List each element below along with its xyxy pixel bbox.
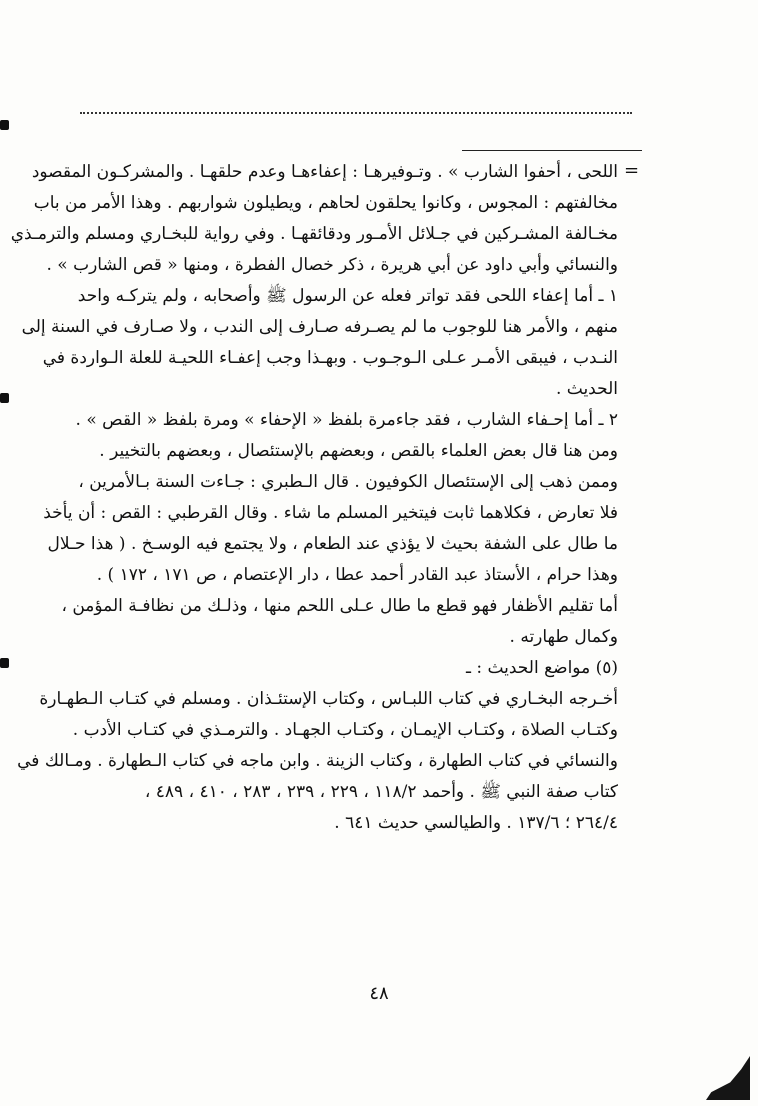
text-line: والنسائي في كتاب الطهارة ، وكتاب الزينة . وابن ماجه في كتاب الـطهارة . ومـالك في [17, 751, 618, 771]
text-line: مخـالفة المشـركين في جـلائل الأمـور ودقائقهـا . وفي رواية للبخـاري ومسلم والترمـذي [10, 224, 618, 244]
continuation-mark: = [624, 160, 640, 181]
text-line: ٢ ـ أما إحـفاء الشارب ، فقد جاءمرة بلفظ « الإحفاء » ومرة بلفظ « القص » . [75, 410, 618, 430]
footnote-separator-rule [462, 150, 642, 151]
text-line: ما طال على الشفة بحيث لا يؤذي عند الطعام ، ولا يجتمع فيه الوسـخ . ( هذا حـلال [47, 534, 618, 554]
scan-margin-mark [0, 120, 9, 130]
scan-margin-mark [0, 393, 9, 403]
text-line: ١ ـ أما إعفاء اللحى فقد تواتر فعله عن الرسول ﷺ وأصحابه ، ولم يتركـه واحد [77, 286, 618, 306]
footnote-text [10, 157, 618, 839]
text-line: منهم ، والأمر هنا للوجوب ما لم يصـرفه صـارف إلى الندب ، ولا صـارف في السنة إلى [21, 317, 618, 337]
text-line: (٥) مواضع الحديث : ـ [465, 658, 618, 678]
text-line: ومن هنا قال بعض العلماء بالقص ، وبعضهم بالإستئصال ، وبعضهم بالتخيير . [99, 441, 618, 461]
text-line: ٢٦٤/٤ ؛ ١٣٧/٦ . والطيالسي حديث ٦٤١ . [334, 813, 618, 833]
text-line: وهذا حرام ، الأستاذ عبد القادر أحمد عطا ، دار الإعتصام ، ص ١٧١ ، ١٧٢ ) . [96, 565, 618, 585]
text-line: فلا تعارض ، فكلاهما ثابت فيتخير المسلم ما شاء . وقال القرطبي : القص : أن يأخذ [43, 503, 618, 523]
text-line: وكتـاب الصلاة ، وكتـاب الإيمـان ، وكتـاب الجهـاد . والترمـذي في كتـاب الأدب . [72, 720, 618, 740]
text-line: اللحى ، أحفوا الشارب » . وتـوفيرهـا : إعفاءهـا وعدم حلقهـا . والمشركـون المقصود [31, 162, 618, 182]
text-line: والنسائي وأبي داود عن أبي هريرة ، ذكر خصال الفطرة ، ومنها « قص الشارب » . [46, 255, 618, 275]
text-line: أخـرجه البخـاري في كتاب اللبـاس ، وكتاب الإستئـذان . ومسلم في كتـاب الـطهـارة [39, 689, 618, 709]
text-line: كتاب صفة النبي ﷺ . وأحمد ١١٨/٢ ، ٢٢٩ ، ٢٣٩ ، ٢٨٣ ، ٤١٠ ، ٤٨٩ ، [144, 782, 618, 802]
text-line: النـدب ، فيبقى الأمـر عـلى الـوجـوب . وبهـذا وجب إعفـاء اللحيـة للعلة الـواردة في [42, 348, 618, 368]
text-line: وكمال طهارته . [509, 627, 618, 647]
text-line: الحديث . [555, 379, 618, 399]
dotted-separator [80, 112, 632, 114]
text-line: مخالفتهم : المجوس ، وكانوا يحلقون لحاهم ، ويطيلون شواربهم . وهذا الأمر من باب [33, 193, 618, 213]
page-number: ٤٨ [369, 983, 389, 1004]
text-line: وممن ذهب إلى الإستئصال الكوفيون . قال الـطبري : جـاءت السنة بـالأمرين ، [78, 472, 618, 492]
scan-corner-mark [706, 1056, 750, 1100]
scan-margin-mark [0, 658, 9, 668]
text-line: أما تقليم الأظفار فهو قطع ما طال عـلى اللحم منها ، وذلـك من نظافـة المؤمن ، [61, 596, 618, 616]
